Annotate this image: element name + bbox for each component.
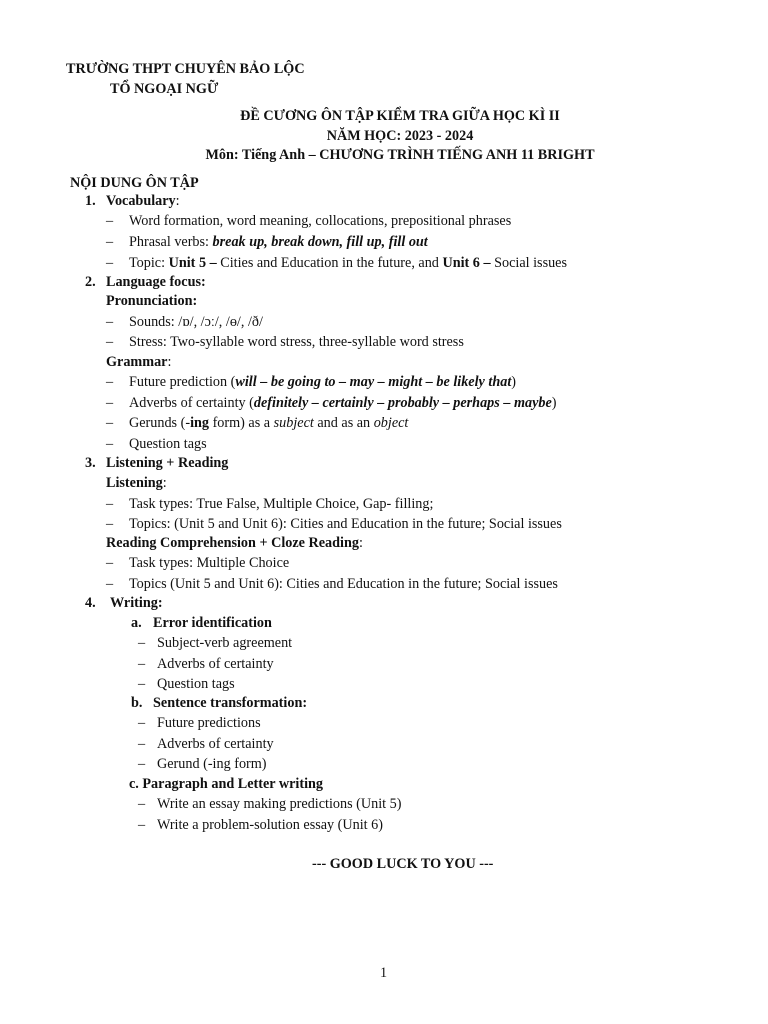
list-item: Adverbs of certainty: [157, 656, 274, 672]
subsection-label: a.: [131, 615, 142, 631]
bullet-dash: –: [106, 234, 114, 250]
list-item: Adverbs of certainty: [157, 736, 274, 752]
section-number: 3.: [85, 455, 96, 471]
list-item: Task types: True False, Multiple Choice, Gap- filling;: [129, 496, 434, 512]
bullet-dash: –: [106, 436, 114, 452]
list-item: Question tags: [129, 436, 207, 452]
section-heading: Writing:: [110, 595, 163, 611]
bullet-dash: –: [106, 576, 114, 592]
page-number: 1: [380, 965, 388, 981]
list-item: Subject-verb agreement: [157, 635, 293, 651]
subject-line: Môn: Tiếng Anh – CHƯƠNG TRÌNH TIẾNG ANH 11 BRIGHT: [205, 147, 595, 163]
bullet-dash: –: [106, 516, 114, 532]
subsection-heading: Listening:: [106, 475, 167, 491]
list-item: Topics: (Unit 5 and Unit 6): Cities and Education in the future; Social issues: [129, 516, 562, 532]
list-item: Stress: Two-syllable word stress, three-syllable word stress: [129, 334, 464, 350]
bullet-dash: –: [106, 555, 114, 571]
list-item: Adverbs of certainty (definitely – certainly – probably – perhaps – maybe): [129, 395, 557, 411]
bullet-dash: –: [106, 374, 114, 390]
bullet-dash: –: [106, 496, 114, 512]
list-item: Task types: Multiple Choice: [129, 555, 290, 571]
section-number: 1.: [85, 193, 96, 209]
list-item: Topics (Unit 5 and Unit 6): Cities and Education in the future; Social issues: [129, 576, 558, 592]
school-year: NĂM HỌC: 2023 - 2024: [326, 128, 474, 144]
subsection-heading: c. Paragraph and Letter writing: [129, 776, 324, 792]
bullet-dash: –: [138, 817, 146, 833]
list-item: Phrasal verbs: break up, break down, fill up, fill out: [129, 234, 428, 250]
subsection-heading: Error identification: [153, 615, 272, 631]
list-item: Word formation, word meaning, collocations, prepositional phrases: [129, 213, 512, 229]
bullet-dash: –: [106, 395, 114, 411]
bullet-dash: –: [106, 334, 114, 350]
list-item: Future prediction (will – be going to – may – might – be likely that): [129, 374, 516, 390]
bullet-dash: –: [138, 796, 146, 812]
bullet-dash: –: [138, 676, 146, 692]
bullet-dash: –: [106, 213, 114, 229]
subsection-heading: Reading Comprehension + Cloze Reading:: [106, 535, 363, 551]
section-heading: Vocabulary:: [106, 193, 180, 209]
school-name: TRƯỜNG THPT CHUYÊN BẢO LỘC: [66, 61, 305, 77]
list-item: Gerunds (-ing form) as a subject and as an object: [129, 415, 409, 431]
bullet-dash: –: [138, 715, 146, 731]
closing-message: --- GOOD LUCK TO YOU ---: [312, 856, 494, 872]
list-item: Write a problem-solution essay (Unit 6): [157, 817, 383, 833]
subsection-heading: Sentence transformation:: [153, 695, 308, 711]
department-name: TỔ NGOẠI NGỮ: [110, 81, 219, 97]
bullet-dash: –: [138, 756, 146, 772]
bullet-dash: –: [106, 314, 114, 330]
list-item: Sounds: /ɒ/, /ɔː/, /ɵ/, /ð/: [129, 314, 263, 330]
document-title: ĐỀ CƯƠNG ÔN TẬP KIỂM TRA GIỮA HỌC KÌ II: [240, 108, 560, 124]
section-heading: Listening + Reading: [106, 455, 229, 471]
subsection-label: b.: [131, 695, 143, 711]
bullet-dash: –: [138, 656, 146, 672]
subsection-heading: Grammar:: [106, 354, 172, 370]
content-heading: NỘI DUNG ÔN TẬP: [70, 175, 199, 191]
bullet-dash: –: [138, 736, 146, 752]
subsection-heading: Pronunciation:: [106, 293, 198, 309]
section-heading: Language focus:: [106, 274, 206, 290]
section-number: 4.: [85, 595, 96, 611]
list-item: Write an essay making predictions (Unit 5): [157, 796, 402, 812]
section-number: 2.: [85, 274, 96, 290]
bullet-dash: –: [106, 415, 114, 431]
list-item: Topic: Unit 5 – Cities and Education in the future, and Unit 6 – Social issues: [129, 255, 567, 271]
bullet-dash: –: [106, 255, 114, 271]
bullet-dash: –: [138, 635, 146, 651]
list-item: Future predictions: [157, 715, 261, 731]
list-item: Question tags: [157, 676, 235, 692]
list-item: Gerund (-ing form): [157, 756, 267, 772]
